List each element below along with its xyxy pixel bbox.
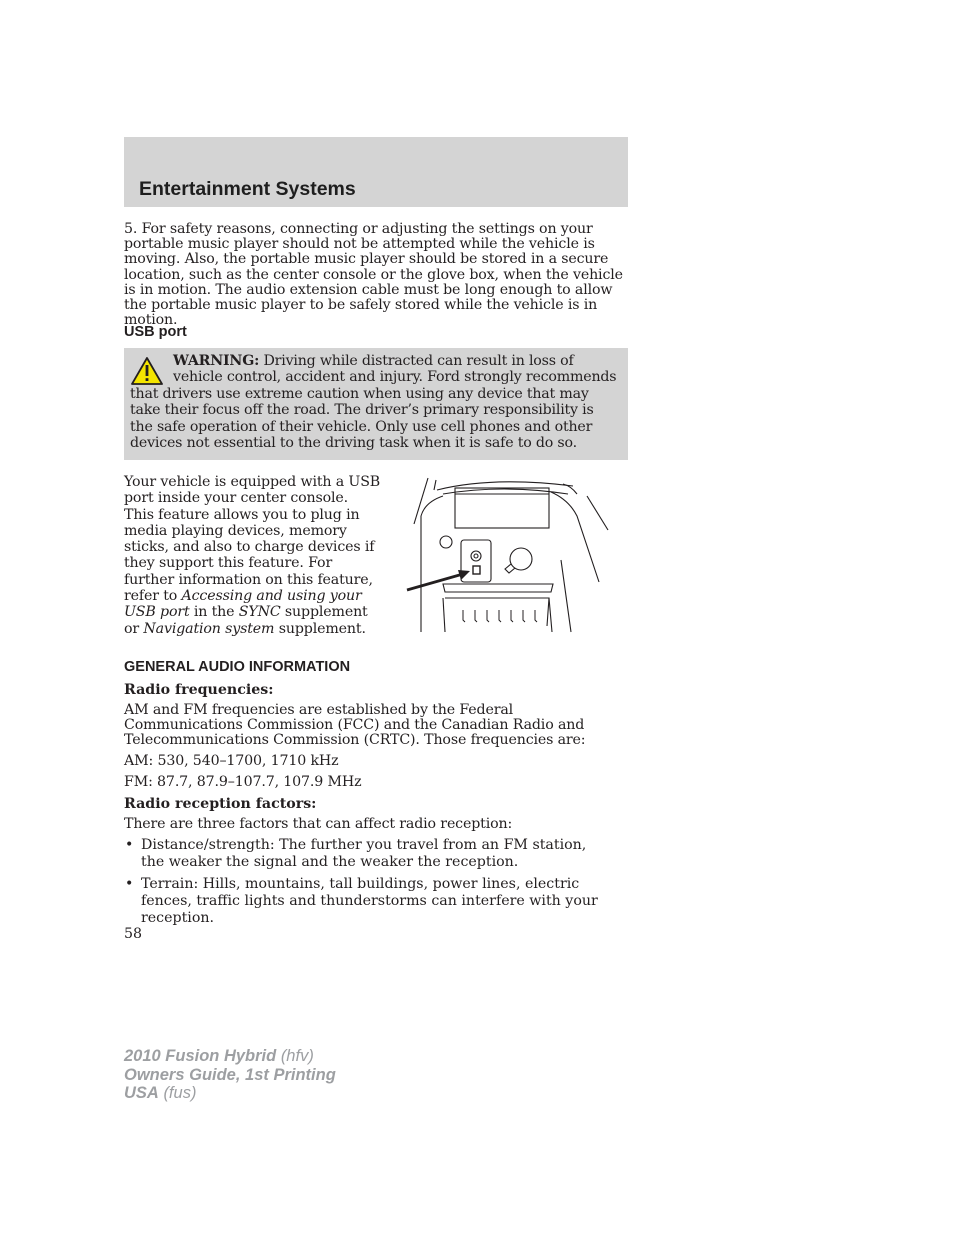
footer-model-code: (hfv) [280, 1047, 314, 1065]
bullet-icon: • [125, 876, 134, 892]
usb-text-1: Your vehicle is equipped with a USB port inside your center console. This feature allows you to plug in media playing devices, memory sticks, and also to charge devices if they support this feature. For further information on this feature, refer to [124, 474, 381, 605]
radio-frequencies-label: Radio frequencies: [124, 682, 274, 698]
warning-body: Driving while distracted can result in loss of vehicle control, accident and injury. Ford strongly recommends that drivers use extreme caution when using any device that may take their focus off the road. The driver’s primary responsibility is the safe operation of their vehicle. Only use cell phones and other devices not essential to the driving task when it is safe to do so. [130, 353, 617, 452]
list-item [124, 837, 614, 871]
usb-port-heading: USB port [124, 324, 187, 340]
list-item [124, 876, 614, 927]
sync-reference: SYNC [238, 604, 281, 621]
page-number: 58 [124, 926, 143, 942]
warning-label: WARNING: [173, 353, 260, 369]
fm-frequencies: FM: 87.7, 87.9–107.7, 107.9 MHz [124, 774, 362, 790]
reception-intro: There are three factors that can affect radio reception: [124, 816, 513, 832]
usb-text-2: in the [189, 604, 239, 621]
section-title: Entertainment Systems [139, 178, 356, 200]
usb-text-3: supplement or [124, 604, 368, 637]
usb-console-illustration [403, 474, 613, 636]
document-footer [124, 1047, 336, 1103]
section-header-band [124, 137, 628, 207]
bullet-text: Distance/strength: The further you travel from an FM station, the weaker the signal and the weaker the reception. [141, 837, 587, 870]
usb-description [124, 474, 382, 637]
bullet-icon: • [125, 837, 134, 853]
bullet-text: Terrain: Hills, mountains, tall buildings, power lines, electric fences, traffic lights and thunderstorms can interfere with your reception. [141, 876, 598, 926]
footer-market-code: (fus) [163, 1084, 197, 1102]
footer-edition: Owners Guide, 1st Printing [124, 1065, 336, 1084]
radio-reception-label: Radio reception factors: [124, 796, 317, 812]
radio-frequencies-text: AM and FM frequencies are established by the Federal Communications Commission (FCC) and the Canadian Radio and Telecommunications Commission (CRTC). Those frequencies are: [124, 702, 586, 749]
safety-paragraph: 5. For safety reasons, connecting or adjusting the settings on your portable music player should not be attempted while the vehicle is moving. Also, the portable music player should be stored in a secure location, such as the center console or the glove box, when the vehicle is in motion. The audio extension cable must be long enough to allow the portable music player to be safely stored while the vehicle is in motion. [124, 221, 623, 329]
general-audio-heading: GENERAL AUDIO INFORMATION [124, 659, 351, 675]
am-frequencies: AM: 530, 540–1700, 1710 kHz [124, 753, 339, 769]
footer-model: 2010 Fusion Hybrid [124, 1047, 277, 1065]
usb-text-4: supplement. [274, 620, 366, 637]
usb-reference-link: Accessing and using your USB port [124, 588, 362, 621]
warning-box [124, 348, 628, 460]
footer-market: USA [124, 1084, 159, 1102]
warning-text [130, 353, 618, 451]
navigation-reference: Navigation system [143, 620, 275, 637]
